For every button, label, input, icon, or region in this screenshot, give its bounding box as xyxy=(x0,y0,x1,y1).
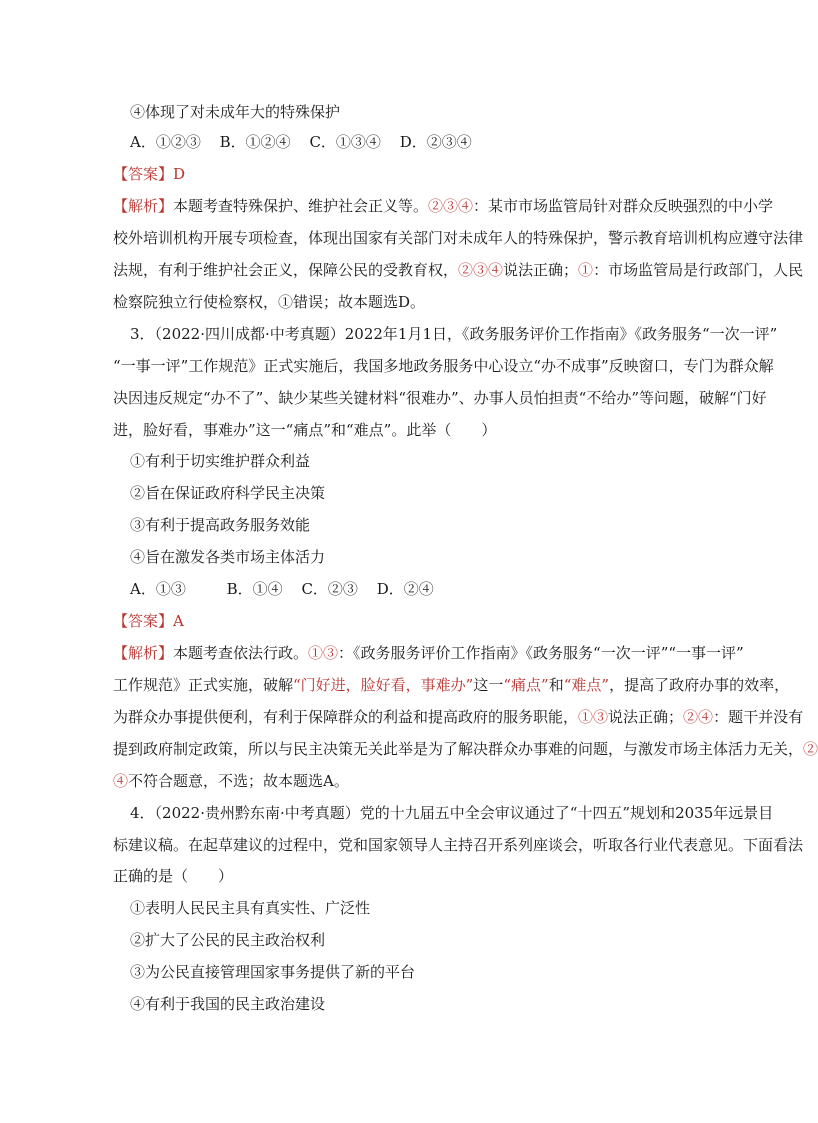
q4-stem-line-3: 正确的是（ ） xyxy=(113,867,234,885)
analysis-text: 法规，有利于维护社会正义，保障公民的受教育权， xyxy=(113,261,459,279)
q2-analysis-line-4: 检察院独立行使检察权，①错误；故本题选D。 xyxy=(113,293,426,311)
q3-choice-b: B．①④ xyxy=(226,580,283,598)
q3-analysis-line-4 xyxy=(113,739,818,759)
analysis-highlight: ①③ xyxy=(578,708,609,726)
analysis-text: 为群众办事提供便利，有利于保障群众的利益和提高政府的服务职能， xyxy=(113,708,579,726)
analysis-highlight: “门好进，脸好看，事难办” xyxy=(293,676,474,694)
analysis-text: ：某市市场监管局针对群众反映强烈的中小学 xyxy=(473,197,774,215)
q3-stem-line-3: 决因违反规定“办不了”、缺少某些关键材料“很难办”、办事人员怕担责“不给办”等问题，破解“门好 xyxy=(113,389,767,407)
q3-option-1: ①有利于切实维护群众利益 xyxy=(130,452,311,470)
analysis-text: ：市场监管局是行政部门，人民 xyxy=(593,261,804,279)
q4-stem-line-1: 4．（2022·贵州黔东南·中考真题）党的十九届五中全会审议通过了“十四五”规划和2035年远景目 xyxy=(130,804,774,822)
analysis-text: 和 xyxy=(548,676,564,694)
analysis-highlight: “难点” xyxy=(563,676,610,694)
analysis-text: 说法正确； xyxy=(503,261,579,279)
analysis-label: 【解析】 xyxy=(113,644,174,662)
analysis-text: 本题考查特殊保护、维护社会正义等。 xyxy=(173,197,429,215)
q3-choice-d: D．②④ xyxy=(376,580,434,598)
q2-analysis-line-2: 校外培训机构开展专项检查，体现出国家有关部门对未成年人的特殊保护，警示教育培训机构应遵守法律 xyxy=(113,229,804,247)
q4-option-1: ①表明人民民主具有真实性、广泛性 xyxy=(130,899,371,917)
analysis-text: 说法正确； xyxy=(608,708,684,726)
q4-stem-line-2: 标建议稿。在起草建议的过程中，党和国家领导人主持召开系列座谈会，听取各行业代表意见。下面看法 xyxy=(113,836,804,854)
analysis-text: ：《政务服务评价工作指南》《政务服务“一次一评”“一事一评” xyxy=(338,644,744,662)
analysis-highlight: ④ xyxy=(113,772,129,790)
q2-choice-a: A．①②③ xyxy=(130,133,201,151)
q3-option-2: ②旨在保证政府科学民主决策 xyxy=(130,484,326,502)
q3-choice-a: A．①③ xyxy=(130,580,186,598)
q3-choice-c: C．②③ xyxy=(301,580,358,598)
analysis-highlight: “痛点” xyxy=(503,676,549,694)
q3-analysis-line-2 xyxy=(113,675,789,695)
q3-stem-line-1: 3．（2022·四川成都·中考真题）2022年1月1日，《政务服务评价工作指南》《政务服务“一次一评” xyxy=(130,325,778,343)
answer-value: A xyxy=(173,612,184,630)
q4-option-4: ④有利于我国的民主政治建设 xyxy=(130,995,326,1013)
q3-option-3: ③有利于提高政务服务效能 xyxy=(130,516,311,534)
answer-label: 【答案】 xyxy=(113,165,174,183)
analysis-text: ：题干并没有 xyxy=(713,708,804,726)
analysis-text: 工作规范》正式实施，破解 xyxy=(113,676,294,694)
q2-choices xyxy=(130,132,472,152)
q3-analysis-line-1 xyxy=(113,643,744,663)
answer-value: D xyxy=(173,165,186,183)
analysis-text: 本题考查依法行政。 xyxy=(173,644,309,662)
analysis-text: 这一 xyxy=(473,676,504,694)
analysis-text: ，提高了政府办事的效率， xyxy=(609,676,790,694)
q2-option-4: ④体现了对未成年大的特殊保护 xyxy=(130,103,341,121)
q3-analysis-line-3 xyxy=(113,707,803,727)
q3-analysis-line-5 xyxy=(113,771,349,791)
q3-answer xyxy=(113,611,184,631)
analysis-highlight: ②③④ xyxy=(428,197,474,215)
analysis-highlight: ②④ xyxy=(683,708,714,726)
analysis-text: 此举是为了解决群众办事难的问题，与激发市场主体活力无关， xyxy=(383,740,804,758)
analysis-text: 提到政府制定政策，所以与民主决策无关 xyxy=(113,740,384,758)
q3-choices xyxy=(130,579,434,599)
analysis-highlight: ①③ xyxy=(308,644,339,662)
q4-option-2: ②扩大了公民的民主政治权利 xyxy=(130,931,326,949)
q2-analysis-line-1 xyxy=(113,196,773,216)
q2-choice-c: C．①③④ xyxy=(309,133,381,151)
q2-choice-b: B．①②④ xyxy=(219,133,291,151)
q3-stem-line-2: “一事一评”工作规范》正式实施后，我国多地政务服务中心设立“办不成事”反映窗口，专门为群众解 xyxy=(113,357,774,375)
analysis-highlight: ②③④ xyxy=(458,261,504,279)
analysis-highlight: ① xyxy=(578,261,594,279)
analysis-text: 不符合题意，不选；故本题选A。 xyxy=(128,772,349,790)
q2-choice-d: D．②③④ xyxy=(399,133,472,151)
analysis-highlight: ② xyxy=(803,740,818,758)
q4-option-3: ③为公民直接管理国家事务提供了新的平台 xyxy=(130,963,416,981)
q3-option-4: ④旨在激发各类市场主体活力 xyxy=(130,548,326,566)
q2-answer xyxy=(113,164,185,184)
answer-label: 【答案】 xyxy=(113,612,174,630)
q2-analysis-line-3 xyxy=(113,260,803,280)
q3-stem-line-4: 进，脸好看，事难办”这一“痛点”和“难点”。此举（ ） xyxy=(113,421,497,439)
analysis-label: 【解析】 xyxy=(113,197,174,215)
